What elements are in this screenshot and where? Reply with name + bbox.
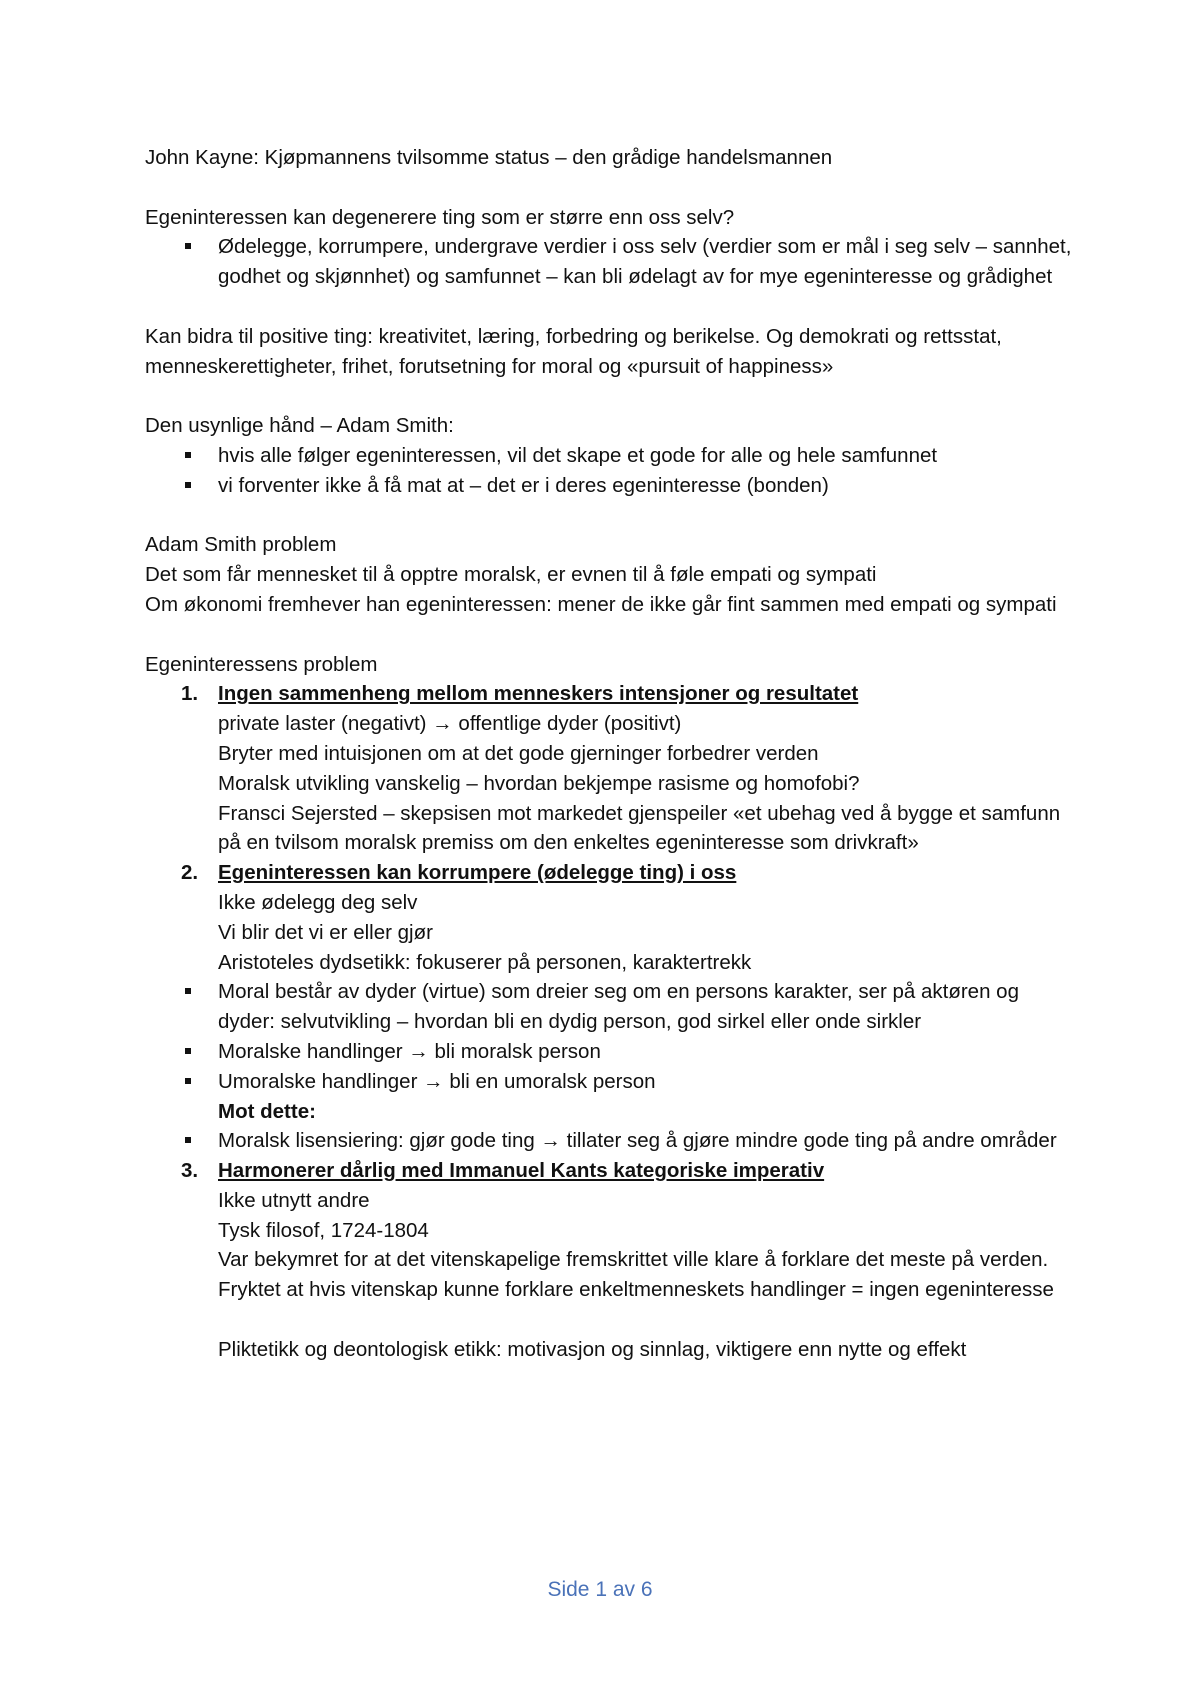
item-line: Moralsk utvikling vanskelig – hvordan bekjempe rasisme og homofobi? [218, 771, 860, 795]
text-span: Moralsk lisensiering: gjør gode ting [218, 1129, 535, 1153]
list-number: 2. [181, 861, 199, 885]
list-number: 3. [181, 1159, 199, 1183]
item-title: Egeninteressen kan korrumpere (ødelegge ting) i oss [218, 861, 737, 885]
section-heading-egeninteressens-problem: Egeninteressens problem [145, 652, 378, 676]
item-line: Ikke utnytt andre [218, 1188, 370, 1212]
item-line: Var bekymret for at det vitenskapelige fremskrittet ville klare å forklare det meste på verden. Fryktet at hvis vitenskap kunne forklare enkeltmenneskets handlinger = ingen egeninteresse [218, 1248, 1054, 1302]
list-number: 1. [181, 682, 199, 706]
numbered-item-1 [145, 679, 1075, 858]
bullet-list-degenerere [145, 232, 1075, 292]
numbered-list-problems-cont [145, 1156, 1075, 1365]
page-footer: Side 1 av 6 [547, 1578, 653, 1601]
text-span: tillater seg å gjøre mindre gode ting på andre områder [566, 1129, 1057, 1153]
item-line: Vi blir det vi er eller gjør [218, 920, 433, 944]
document-body [145, 143, 1075, 1365]
bullet-list-dyder [145, 977, 1075, 1096]
numbered-list-problems [145, 679, 1075, 977]
text-span: Umoralske handlinger [218, 1069, 418, 1093]
bullet-list-adam-smith [145, 441, 1075, 501]
paragraph-okonomi: Om økonomi fremhever han egeninteressen: mener de ikke går fint sammen med empati og sympati [145, 592, 1057, 616]
arrow-icon: → [408, 1039, 429, 1063]
bullet-item [145, 1126, 1075, 1156]
text-span: Moralske handlinger [218, 1039, 403, 1063]
text-span: private laster (negativt) [218, 712, 427, 736]
arrow-icon: → [432, 712, 453, 736]
text-span: bli en umoralsk person [449, 1069, 656, 1093]
item-line [218, 709, 1075, 739]
item-line: Ikke ødelegg deg selv [218, 890, 418, 914]
arrow-icon: → [540, 1129, 561, 1153]
bullet-item [145, 1067, 1075, 1097]
section-heading-egeninteressen: Egeninteressen kan degenerere ting som er større enn oss selv? [145, 205, 735, 229]
arrow-icon: → [423, 1069, 444, 1093]
item-title: Ingen sammenheng mellom menneskers intensjoner og resultatet [218, 682, 859, 706]
item-title: Harmonerer dårlig med Immanuel Kants kategoriske imperativ [218, 1159, 825, 1183]
mot-dette-label: Mot dette: [218, 1099, 316, 1123]
section-heading-adam-smith-problem: Adam Smith problem [145, 533, 337, 557]
text-span: offentlige dyder (positivt) [458, 712, 682, 736]
bullet-list-lisensiering [145, 1126, 1075, 1156]
bullet-item: Ødelegge, korrumpere, undergrave verdier i oss selv (verdier som er mål i seg selv – sannhet, godhet og skjønnhet) og samfunnet – kan bli ødelagt av for mye egeninteresse og grådighet [145, 232, 1075, 292]
item-line: Tysk filosof, 1724-1804 [218, 1218, 429, 1242]
item-line: Pliktetikk og deontologisk etikk: motivasjon og sinnlag, viktigere enn nytte og effekt [218, 1337, 967, 1361]
bullet-item: vi forventer ikke å få mat at – det er i deres egeninteresse (bonden) [145, 471, 1075, 501]
numbered-item-3 [145, 1156, 1075, 1365]
paragraph-empati: Det som får mennesket til å opptre moralsk, er evnen til å føle empati og sympati [145, 563, 877, 587]
bullet-item: hvis alle følger egeninteressen, vil det skape et gode for alle og hele samfunnet [145, 441, 1075, 471]
numbered-item-2 [145, 858, 1075, 977]
item-line: Fransci Sejersted – skepsisen mot markedet gjenspeiler «et ubehag ved å bygge et samfunn på en tvilsom moralsk premiss om den enkeltes egeninteresse som drivkraft» [218, 801, 1061, 855]
document-title: John Kayne: Kjøpmannens tvilsomme status – den grådige handelsmannen [145, 146, 833, 169]
item-line: Bryter med intuisjonen om at det gode gjerninger forbedrer verden [218, 741, 819, 765]
item-line: Aristoteles dydsetikk: fokuserer på personen, karaktertrekk [218, 950, 752, 974]
paragraph-positive: Kan bidra til positive ting: kreativitet, læring, forbedring og berikelse. Og demokrati og rettsstat, menneskerettigheter, frihet, forutsetning for moral og «pursuit of happiness» [145, 324, 1002, 378]
text-span: bli moralsk person [434, 1039, 601, 1063]
section-heading-usynlige-hand: Den usynlige hånd – Adam Smith: [145, 414, 454, 438]
bullet-item: Moral består av dyder (virtue) som dreier seg om en persons karakter, ser på aktøren og dyder: selvutvikling – hvordan bli en dydig person, god sirkel eller onde sirkler [145, 977, 1075, 1037]
bullet-item [145, 1037, 1075, 1067]
